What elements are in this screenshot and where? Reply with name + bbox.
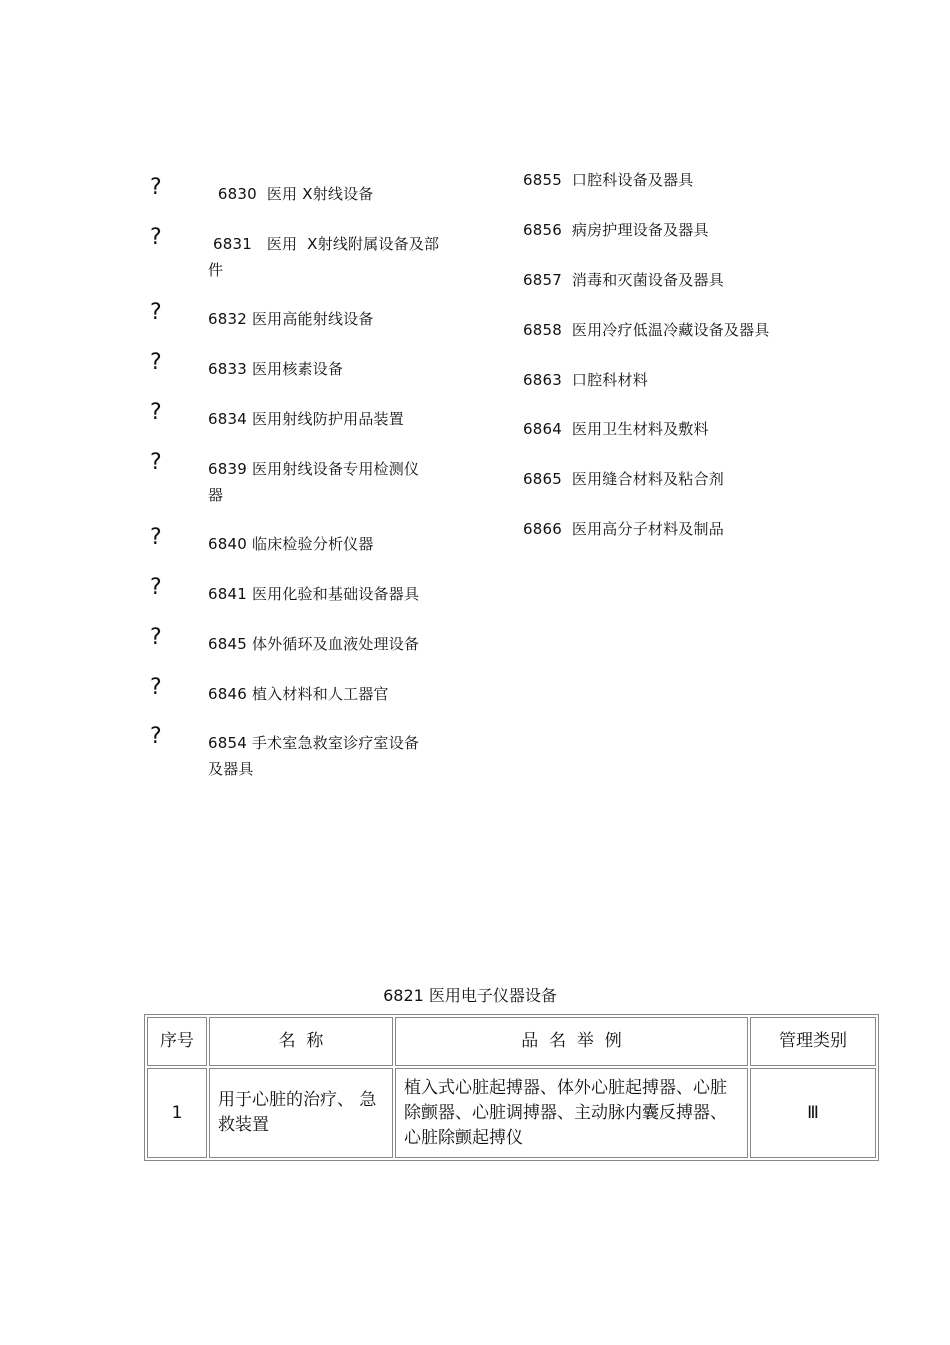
question-mark-icon: ? [150,625,162,650]
table-row [147,1068,876,1158]
list-item: 6865 医用缝合材料及粘合剂 [523,470,724,488]
list-item-text: 6833 医用核素设备 [208,360,344,378]
question-mark-icon: ? [150,350,162,375]
cell-name: 用于心脏的治疗、 急救装置 [209,1068,393,1158]
list-item-text: 6834 医用射线防护用品装置 [208,410,404,428]
list-item: 6858 医用冷疗低温冷藏设备及器具 [523,321,770,339]
question-mark-icon: ? [150,450,162,475]
cell-category: Ⅲ [750,1068,876,1158]
list-item: 6864 医用卫生材料及敷料 [523,420,709,438]
list-item-text: 6840 临床检验分析仪器 [208,535,374,553]
list-item: 6856 病房护理设备及器具 [523,221,709,239]
question-mark-icon: ? [150,175,162,200]
list-item-text: 6839 医用射线设备专用检测仪器 [208,460,420,504]
header-examples: 品 名 举 例 [395,1017,748,1066]
question-mark-icon: ? [150,724,162,749]
question-mark-icon: ? [150,525,162,550]
cell-examples: 植入式心脏起搏器、体外心脏起搏器、心脏除颤器、心脏调搏器、主动脉内囊反搏器、心脏除颤起搏仪 [395,1068,748,1158]
list-item-text: 6841 医用化验和基础设备器具 [208,585,420,603]
cell-seq: 1 [147,1068,207,1158]
list-item-text: 6854 手术室急救室诊疗室设备及器具 [208,734,420,778]
header-seq: 序号 [147,1017,207,1066]
question-mark-icon: ? [150,675,162,700]
question-mark-icon: ? [150,575,162,600]
catalog-table-wrapper [144,1014,879,1161]
list-item: 6857 消毒和灭菌设备及器具 [523,271,724,289]
header-name: 名 称 [209,1017,393,1066]
list-item: 6866 医用高分子材料及制品 [523,520,724,538]
list-item-text: 6830 医用 X射线设备 [208,185,374,203]
question-mark-icon: ? [150,225,162,250]
list-item-text: 6845 体外循环及血液处理设备 [208,635,420,653]
catalog-table [144,1014,879,1161]
list-item-text: 6846 植入材料和人工器官 [208,685,389,703]
table-title: 6821 医用电子仪器设备 [383,986,557,1005]
list-item-text: 6832 医用高能射线设备 [208,310,374,328]
list-item: 6855 口腔科设备及器具 [523,171,694,189]
table-header-row [147,1017,876,1066]
list-item: 6863 口腔科材料 [523,371,648,389]
question-mark-icon: ? [150,300,162,325]
question-mark-icon: ? [150,400,162,425]
list-item-text: 6831 医用 X射线附属设备及部件 [208,235,440,279]
header-category: 管理类别 [750,1017,876,1066]
